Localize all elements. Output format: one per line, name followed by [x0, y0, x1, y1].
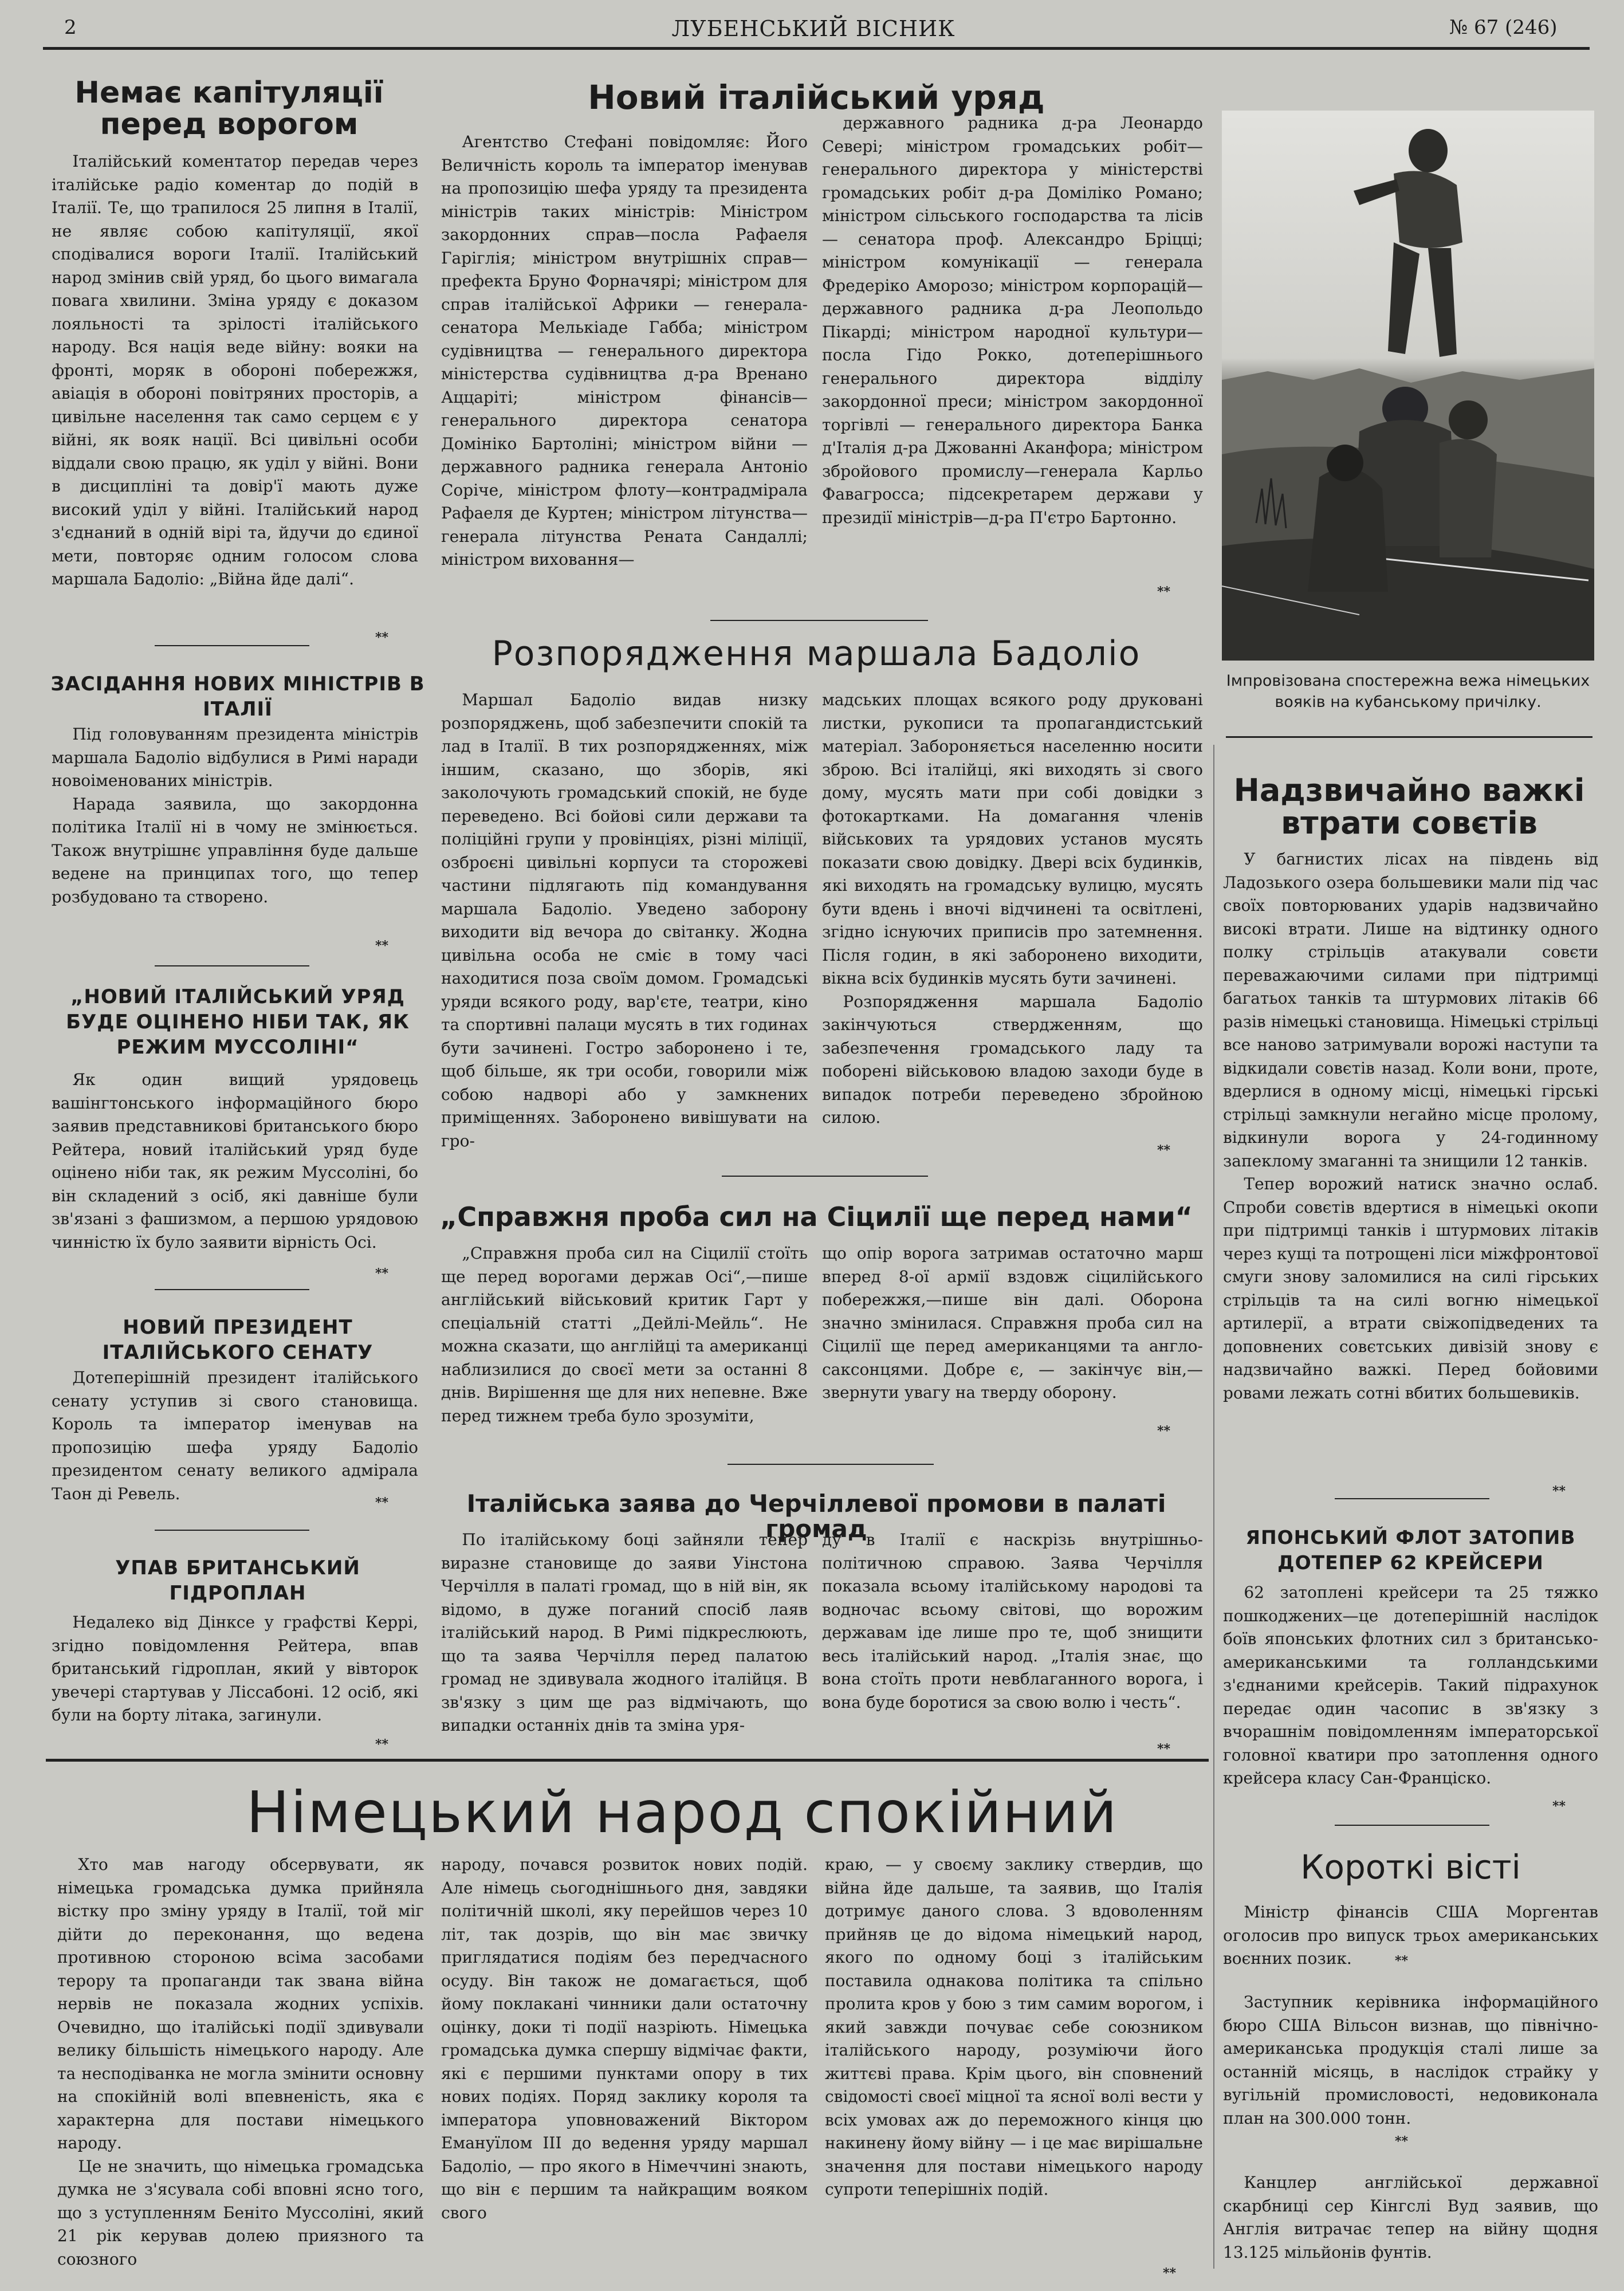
paragraph: Розпорядження маршала Бадоліо закінчуються ствердженням, що забезпечення громадського ладу та поборені військовою владою заходи буде в випадок потреби переведено збройною силою. [822, 992, 1203, 1127]
article-german-people-col2: народу, почався розвиток нових подій. Але німець сьогоднішнього дня, завдяки політичній школі, яку перейшов через 10 літ, так дозрів, що він має звичку приглядатися подіям без передчасного осуду. Він також не домагається, щоб йому поклакані чинники дали остаточну оцінку, доки ті події назріють. Німецька громадська думка спершу відмічає факти, які є першими пунктами опору в тих нових подіях. Поряд заклику короля та імператора уповноважений Віктором Емануїлом III до ведення уряду маршал Бадоліо, — про якого в Німеччині знають, що він є першим та найкращим вояком свого [441, 1855, 808, 2222]
news-separator-stars: ** [1395, 1954, 1409, 1968]
divider [155, 645, 309, 646]
observation-tower-photo [1222, 111, 1594, 661]
page-number: 2 [64, 16, 77, 39]
headline-mussolini-regime: „НОВИЙ ІТАЛІЙСЬКИЙ УРЯД БУДЕ ОЦІНЕНО НІБИ ТАК, ЯК РЕЖИМ МУССОЛІНІ“ [66, 985, 410, 1059]
headline-soviet-losses: Надзвичайно важкі втрати совєтів [1233, 772, 1585, 841]
paragraph: Це не значить, що німецька громадська думка не з'ясувала собі вповні ясно того, що з уступленням Беніто Муссоліні, який 21 рік керував долею приязного та союзного [57, 2156, 424, 2269]
paragraph: У багнистих лісах на південь від Ладозького озера большевики мали під час своїх повторюваних ударів надзвичайно високі втрати. Лише на відтинку одного полку стрільців атакували совєти переважаючими силами при підтримці багатьох танків та штурмових літаків 66 разів німецькі становища. Німецькі стрільці все наново затримували ворожі наступи та відкидали совєтів назад. Коли вони, проте, вдерлися в одному місці, німецькі гірські стрільці замкнули негайно місце пролому, відкинули ворога у 24-годинному запеклому змаганні та знищили 12 танків. [1223, 850, 1598, 1170]
article-japanese-fleet: 62 затоплені крейсери та 25 тяжко пошкоджених—це дотеперішній наслідок боїв японських флотних сил з британсько-американськими та голландськими з'єднаними крейсерів. Такий підрахунок передає один часопис в зв'язку з вчорашнім повідомленням імператорської головної кватири про затоплення одного крейсера класу Сан-Франціско. [1223, 1583, 1598, 1787]
photo-caption: Імпровізована спостережна вежа німецьких вояків на кубанському причілку. [1226, 672, 1590, 711]
headline-short-news: Короткі вісті [1300, 1848, 1521, 1887]
headline-hydroplane: УПАВ БРИТАНСЬКИЙ ГІДРОПЛАН [115, 1557, 360, 1605]
photo-image [1222, 111, 1594, 661]
paragraph: Нарада заявила, що закордонна політика Італії ні в чому не змінюється. Також внутрішнє управління буде дальше ведене на принципах того, що тепер розбудовано та створено. [52, 794, 418, 906]
article-german-people-col1 [57, 1853, 424, 2286]
news-item-2: Заступник керівника інформаційного бюро США Вільсон визнав, що північно-американська продукція сталі лише за останній місяць, в наслідок страйку у вугільній промисловості, недовиконала план на 300.000 тонн. [1223, 1993, 1598, 2128]
separator-stars: ** [1552, 1799, 1566, 1814]
article-new-government-right: державного радника д-ра Леонардо Севері; міністром громадських робіт—генерального директора у міністерстві громадських робіт д-ра Доміліко Романо; міністром сільського господарства та лісів — сенатора проф. Александро Бріцці; міністром комунікації — генерала Фредеріко Аморозо; міністром корпорацій—державного радника д-ра Леопольдо Пікарді; міністром народної культури—посла Гідо Рокко, дотеперішнього генерального директора відділу закордонної преси; міністром закордонної торгівлі — генерального директора Банка д'Італія д-ра Джованні Аканфора; міністром збройового промислу—генерала Карльо Фавагросса; підсекретарем держави у президії міністрів—д-ра П'єтро Бартонно. [822, 113, 1203, 527]
issue-number: № 67 (246) [1449, 16, 1558, 39]
separator-stars: ** [1157, 1742, 1171, 1756]
headline-no-capitulation: Немає капітуляції перед ворогом [74, 76, 384, 142]
divider [155, 965, 309, 966]
divider [1335, 1498, 1489, 1499]
separator-stars: ** [1163, 2266, 1177, 2281]
news-item-3: Канцлер англійської державної скарбниці сер Кінгслі Вуд заявив, що Англія витрачає тепер на війну щодня 13.125 мільйонів фунтів. [1223, 2173, 1598, 2262]
divider [722, 1176, 928, 1177]
separator-stars: ** [1157, 584, 1171, 599]
headline-new-government: Новий італійський уряд [588, 78, 1045, 117]
article-ministers-meeting [52, 723, 418, 958]
separator-stars: ** [375, 1737, 389, 1752]
headline-sicily-test: „Справжня проба сил на Сіцилії ще перед нами“ [440, 1201, 1193, 1232]
article-italian-statement-right: ду в Італії є наскрізь внутрішньо-політичною справою. Заява Черчілля показала всьому італійському народові та водночас всьому світові, що ворожим державам іде лише про те, щоб знищити весь італійський народ. „Італія знає, що вона стоїть проти невблаганного ворога, і вона буде боротися за свою волю і честь“. [822, 1530, 1203, 1712]
paragraph: Хто мав нагоду обсервувати, як німецька громадська думка прийняла вістку про зміну уряду в Італії, той міг дійти до переконання, що ведена противною стороною всіма засобами терору та пропаганди так звана війна нервів не показала жодних успіхів. Очевидно, що італійські події здивували велику більшість німецького народу. Але та несподіванка не могла змінити основну на спокійній волі впевненість, яка є характерна для постави німецького народу. [57, 1855, 424, 2152]
divider [155, 1530, 309, 1531]
separator-stars: ** [1157, 1424, 1171, 1439]
headline-japanese-fleet: ЯПОНСЬКИЙ ФЛОТ ЗАТОПИВ ДОТЕПЕР 62 КРЕЙСЕРИ [1245, 1526, 1576, 1574]
separator-stars: ** [1157, 1143, 1171, 1158]
article-badoglio-orders-left: Маршал Бадоліо видав низку розпоряджень, щоб забезпечити спокій та лад в Італії. В тих розпорядженнях, між іншим, сказано, що зборів, які заколочують громадський спокій, не буде переведено. Всі бойові сили держави та поліційні групи у провінціях, різні міліції, озброєні цивільні корпуси та сторожеві частини підлягають під командування маршала Бадоліо. Уведено заборону виходити від вечора до світанку. Жодна цивільна особа не сміє в тому часі находитися поза своїм домом. Громадські уряди всякого роду, вар'єте, театри, кіно та спортивні палаци мусять в тих годинах бути зачинені. Гостро заборонено і те, щоб більше, як три особи, говорили між собою надворі або у замкнених приміщеннях. Заборонено вивішувати на гро- [441, 690, 808, 1150]
article-new-government-left: Агентство Стефані повідомляє: Його Величність король та імператор іменував на пропозицію шефа уряду та президента міністрів таких міністрів: Міністром закордонних справ—посла Рафаеля Гаріглія; міністром внутрішніх справ—префекта Бруно Форначярі; міністром для справ італійської Африки — генерала-сенатора Мелькіаде Габба; міністром судівництва — генерального директора міністерства судівництва д-ра Вренано Аццаріті; міністром фінансів—генерального директора сенатора Домініко Бартоліні; міністром війни — державного радника генерала Антоніо Соріче, міністром флоту—контрадмірала Рафаеля де Куртен; міністром літунства—генерала літунства Рената Сандаллі; міністром виховання— [441, 132, 808, 569]
headline-german-people-calm: Німецький народ спокійний [246, 1779, 1118, 1846]
headline-italian-statement: Італійська заява до Черчіллевої промови в палаті громад [466, 1490, 1166, 1543]
paragraph: мадських площах всякого роду друковані листки, рукописи та пропагандистський матеріал. Забороняється населенню носити зброю. Всі італійці, які виходять зі свого дому, мусять мати при собі довідки з фотокартками. На домагання членів військових та урядових установ мусять показати свою довідку. Двері всіх будинків, які виходять на громадську вулицю, мусять бути вдень і вночі відчинені та освітлені, згідно існуючих приписів про затемнення. Після годин, в які заборонено виходити, вікна всіх будинків мусять бути зачинені. [822, 690, 1203, 988]
divider [1335, 1825, 1489, 1826]
article-sicily-test-left: „Справжня проба сил на Сіцилії стоїть ще перед ворогами держав Осі“,—пише англійський військовий критик Гарт у спеціальній статті „Дейлі-Мейль“. Не можна сказати, що англійці та американці наблизилися до своєї мети за останні 8 днів. Вирішення ще для них непевне. Вже перед тижнем треба було зрозуміти, [441, 1244, 808, 1425]
separator-stars: ** [1552, 1484, 1566, 1499]
article-italian-statement-left: По італійському боці зайняли тепер виразне становище до заяви Уінстона Черчілля в палаті громад, що в ній він, як відомо, в дуже поганий спосіб лаяв італійський народ. В Римі підкреслюють, що та заява Черчілля перед палатою громад не здивувала жодного італійця. В зв'язку з цим ще раз відмічають, що випадки останніх днів та зміна уря- [441, 1530, 808, 1735]
article-mussolini-regime: Як один вищий урядовець вашінгтонського інформаційного бюро заявив представникові британського бюро Рейтера, новий італійський уряд буде оцінено ніби так, як режим Муссоліні, бо він складений з осіб, які давніше були зв'язані з фашизмом, а першою урядовою чинністю їх було заявити вірність Осі. [52, 1070, 418, 1252]
article-hydroplane: Недалеко від Дінксе у графстві Керрі, згідно повідомлення Рейтера, впав британський гідроплан, який у вівторок увечері стартував у Ліссабоні. 12 осіб, які були на борту літака, загинули. [52, 1613, 418, 1724]
divider [728, 1464, 934, 1465]
article-sicily-test-right: що опір ворога затримав остаточно марш вперед 8-ої армії вздовж сіцилійського побережжя,—пише він далі. Оборона значно змінилася. Справжня проба сил на Сіцилії ще перед американцями та англо-саксонцями. Добре є, — закінчує він,—звернути увагу на тверду оборону. [822, 1244, 1203, 1402]
headline-badoglio-orders: Розпорядження маршала Бадоліо [491, 634, 1141, 674]
column-rule [1213, 745, 1214, 2269]
separator-stars: ** [375, 1266, 389, 1281]
divider [1226, 736, 1592, 738]
separator-stars: ** [375, 1495, 389, 1510]
headline-ministers-meeting: ЗАСІДАННЯ НОВИХ МІНІСТРІВ В ІТАЛІЇ [50, 673, 425, 721]
bottom-section-rule [46, 1759, 1209, 1762]
news-item-1: Міністр фінансів США Моргентав оголосив про випуск трьох американських воєнних позик. [1223, 1903, 1598, 1968]
article-no-capitulation: Італійський коментатор передав через італійське радіо коментар до подій в Італії. Те, що трапилося 25 липня в Італії, не являє собою капітуляції, якої сподівалися вороги Італії. Італійський народ змінив свій уряд, бо цього вимагала повага хвилини. Зміна уряду є доказом лояльності та зрілості італійського народу. Вся нація веде війну: вояки на фронті, моряк в обороні побережжя, авіація в обороні повітряних просторів, а цивільне населення так само серцем є у війні, як вояк нації. Всі цивільні особи віддали свою працю, як уділ у війні. Вони в дисципліні та довір'ї мають дуже високий уділ у війні. Італійський народ з'єднаний в одній вірі та, йдучи до єдиної мети, повторяє одним голосом слова маршала Бадоліо: „Війна йде далі“. [52, 152, 418, 588]
masthead-title: ЛУБЕНСЬКИЙ ВІСНИК [671, 16, 955, 41]
article-german-people-col3: краю, — у своєму заклику ствердив, що війна йде дальше, та заявив, що Італія дотримує даного слова. З вдоволенням прийняв це до відома німецький народ, якого по одному боці з італійським поставила однакова політика та спільно пролита кров у бою з тим самим ворогом, і який завжди почуває себе союзником італійського народу, розуміючи його життєві права. Крім цього, він сповнений свідомості своєї міцної та ясної волі вести у всіх умовах аж до переможного кінця цю накинену йому війну — і це має вирішальне значення для постави німецького народу супроти теперішніх подій. [825, 1855, 1203, 2199]
paragraph: Під головуванням президента міністрів маршала Бадоліо відбулися в Римі наради новоіменованих міністрів. [52, 725, 418, 790]
headline-senate-president: НОВИЙ ПРЕЗИДЕНТ ІТАЛІЙСЬКОГО СЕНАТУ [102, 1316, 373, 1364]
separator-stars: ** [375, 938, 389, 953]
divider [155, 1289, 309, 1290]
separator-stars: ** [375, 630, 389, 645]
header-rule [43, 47, 1590, 50]
article-badoglio-orders-right [822, 689, 1203, 1161]
divider [710, 620, 928, 621]
news-separator-stars: ** [1395, 2134, 1409, 2149]
article-soviet-losses [1223, 848, 1598, 1472]
paragraph: Тепер ворожий натиск значно ослаб. Спроби совєтів вдертися в німецькі окопи при підтримці танків і штурмових літаків через кущі та потрощені ліси міжфронтової смуги знову заломилися на силі гірських стрільців та на силі вогню німецької артилерії, а втрати свіжопідведених та доповнених совєтських дивізій знову є надзвичайно важкі. Перед бойовими ровами лежать сотні вбитих большевиків. [1223, 1174, 1598, 1402]
article-senate-president: Дотеперішній президент італійського сенату уступив зі свого становища. Король та імператор іменував на пропозицію шефа уряду Бадоліо президентом сенату великого адмірала Таон ді Ревель. [52, 1368, 418, 1503]
